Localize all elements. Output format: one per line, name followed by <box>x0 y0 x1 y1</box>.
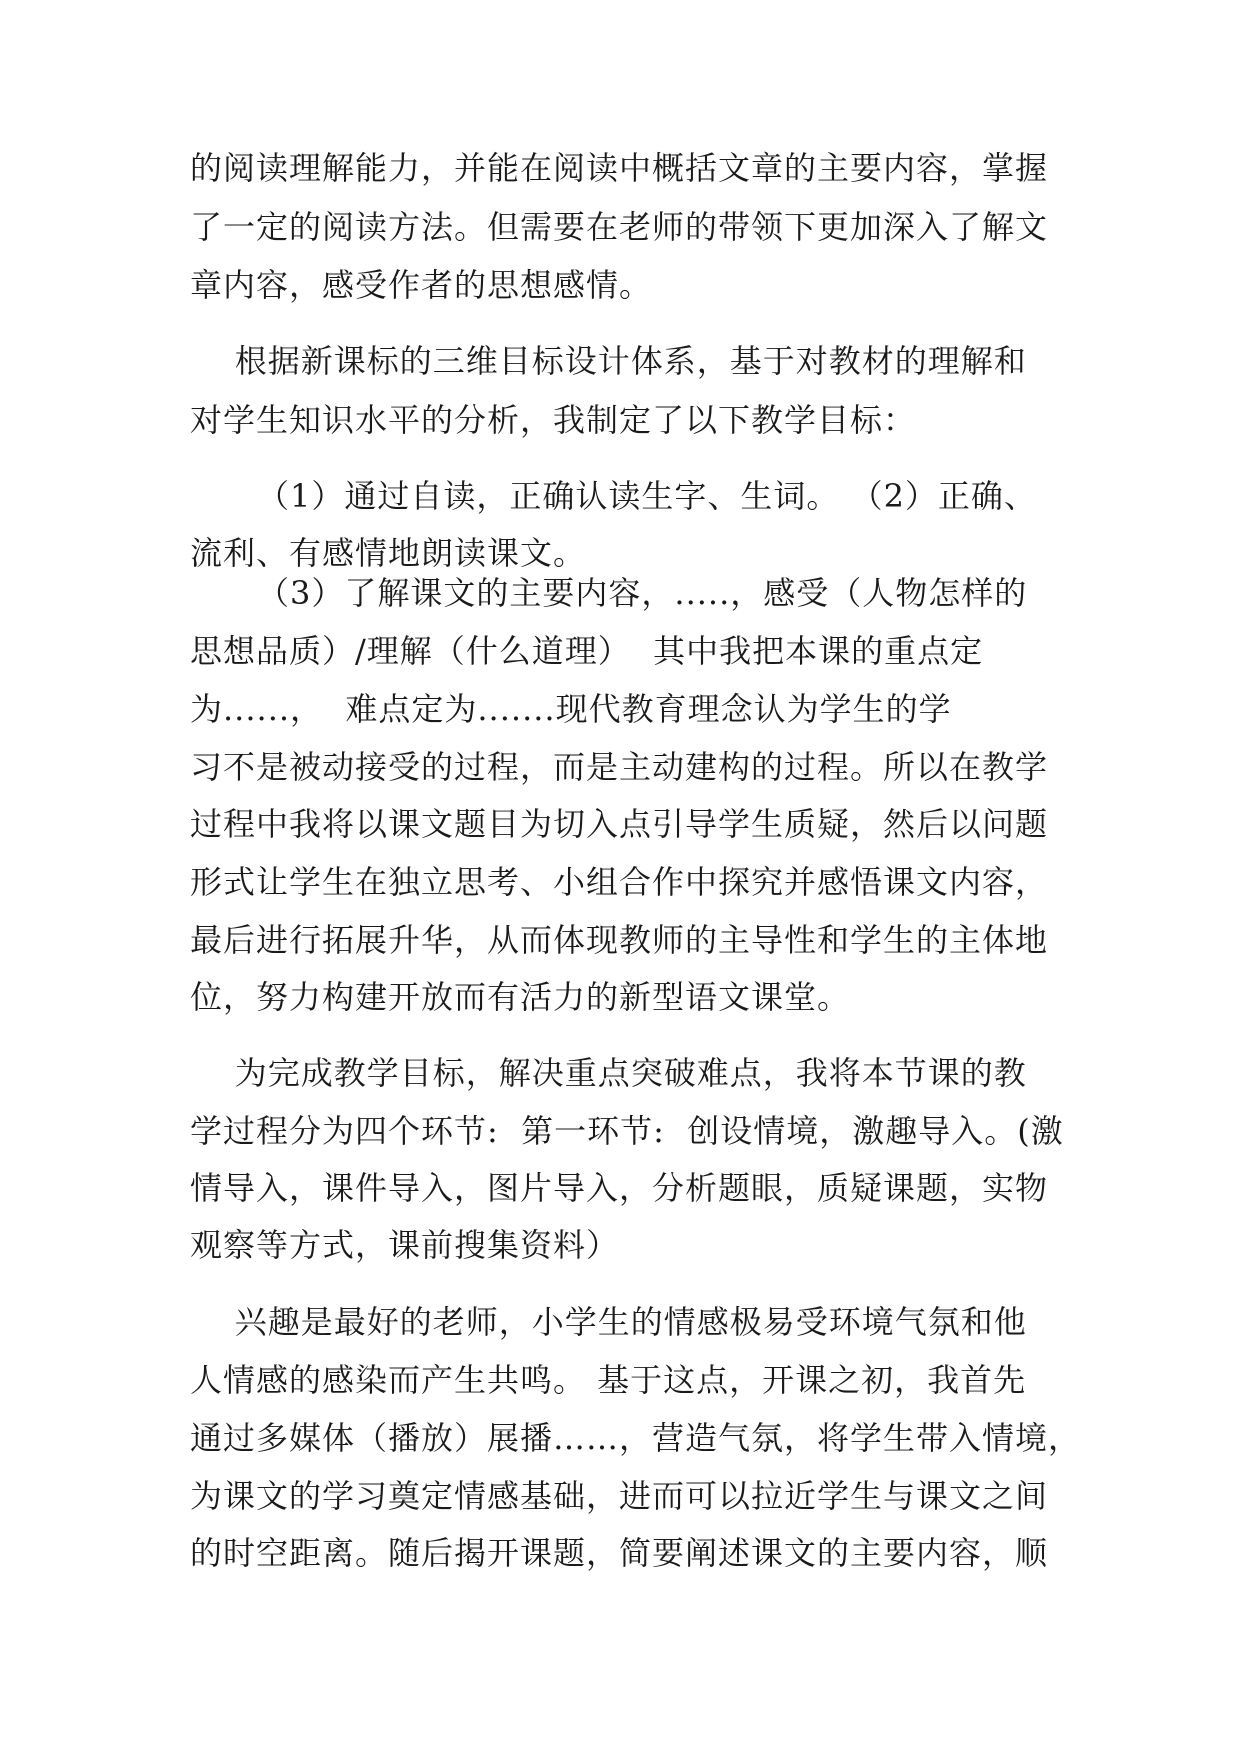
text-line: 位，努力构建开放而有活力的新型语文课堂。 <box>190 978 851 1016</box>
text-line: 为完成教学目标，解决重点突破难点，我将本节课的教 <box>190 1054 1027 1092</box>
text-line: 形式让学生在独立思考、小组合作中探究并感悟课文内容， <box>190 863 1049 901</box>
text-line: 流利、有感情地朗读课文。 <box>190 534 587 572</box>
text-line: 通过多媒体（播放）展播……，营造气氛，将学生带入情境， <box>190 1419 1082 1457</box>
text-line: 章内容，感受作者的思想感情。 <box>190 266 653 304</box>
text-line: 思想品质）/理解（什么道理） 其中我把本课的重点定 <box>190 632 984 670</box>
text-line: 对学生知识水平的分析，我制定了以下教学目标： <box>190 401 917 439</box>
text-line: 观察等方式，课前搜集资料） <box>190 1226 620 1264</box>
text-line: 为课文的学习奠定情感基础，进而可以拉近学生与课文之间 <box>190 1477 1049 1515</box>
text-line: 的阅读理解能力，并能在阅读中概括文章的主要内容，掌握 <box>190 149 1049 187</box>
text-line: （3）了解课文的主要内容，.....，感受（人物怎样的 <box>190 574 1028 612</box>
text-line: 习不是被动接受的过程，而是主动建构的过程。所以在教学 <box>190 748 1049 786</box>
text-line: 的时空距离。随后揭开课题，简要阐述课文的主要内容，顺 <box>190 1534 1049 1572</box>
text-line: 情导入，课件导入，图片导入，分析题眼，质疑课题，实物 <box>190 1169 1049 1207</box>
text-line: 人情感的感染而产生共鸣。 基于这点，开课之初，我首先 <box>190 1361 1027 1399</box>
text-line: 学过程分为四个环节: 第一环节: 创设情境，激趣导入。(激 <box>190 1112 1064 1150</box>
text-line: 了一定的阅读方法。但需要在老师的带领下更加深入了解文 <box>190 208 1049 246</box>
text-line: 最后进行拓展升华，从而体现教师的主导性和学生的主体地 <box>190 921 1049 959</box>
text-line: 根据新课标的三维目标设计体系，基于对教材的理解和 <box>190 342 1027 380</box>
text-line: （1）通过自读，正确认读生字、生词。 （2）正确、 <box>190 477 1037 515</box>
text-line: 为......， 难点定为.......现代教育理念认为学生的学 <box>190 690 952 728</box>
text-line: 兴趣是最好的老师，小学生的情感极易受环境气氛和他 <box>190 1303 1027 1341</box>
text-line: 过程中我将以课文题目为切入点引导学生质疑，然后以问题 <box>190 805 1049 843</box>
